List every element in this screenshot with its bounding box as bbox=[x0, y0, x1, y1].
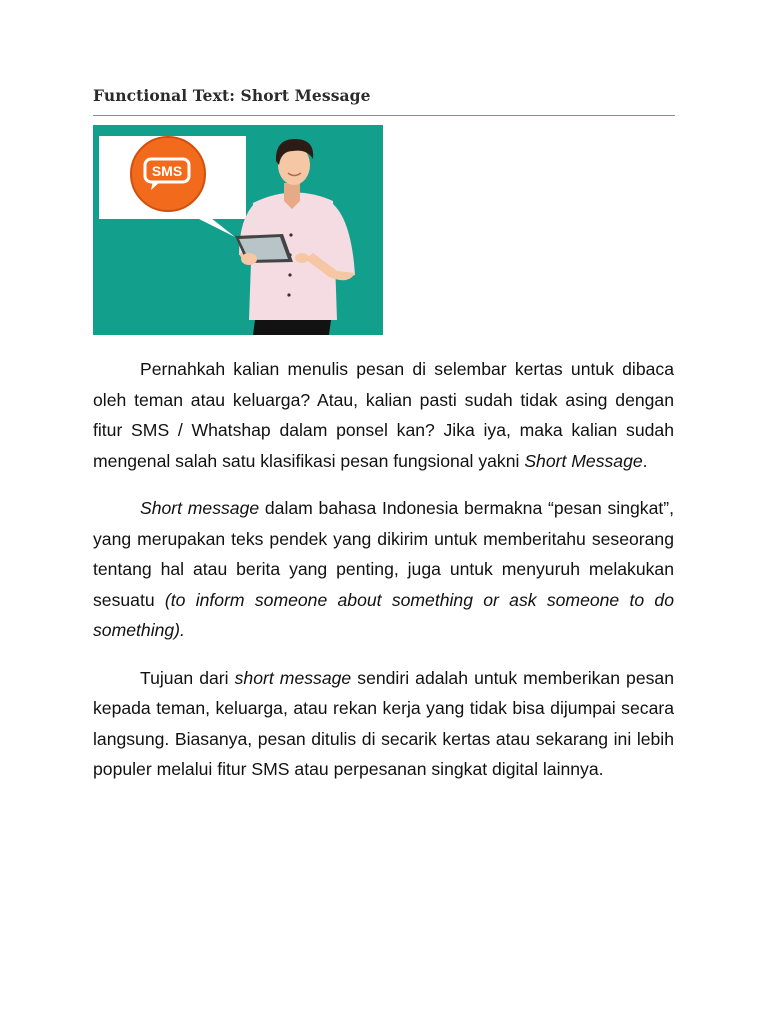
article-body bbox=[93, 354, 674, 802]
document-heading: Functional Text: Short Message bbox=[93, 86, 371, 105]
sms-label: SMS bbox=[151, 163, 183, 179]
paragraph-3 bbox=[93, 663, 674, 785]
heading-underline bbox=[93, 115, 675, 116]
emphasis-text: (to inform someone about something or ask someone to do something). bbox=[93, 589, 675, 640]
paragraph-text: dalam bahasa Indonesia bermakna “pesan singkat”, yang merupakan teks pendek yang dikirim untuk memberitahu seseorang tentang hal atau berita yang penting, juga untuk menyuruh melakukan sesuatu bbox=[93, 498, 674, 610]
paragraph-text: sendiri adalah untuk memberikan pesan kepada teman, keluarga, atau rekan kerja yang tidak bisa dijumpai secara langsung. Biasanya, pesan ditulis di secarik kertas atau sekarang ini lebih populer melalui fitur SMS atau perpesanan singkat digital lainnya. bbox=[93, 667, 674, 779]
sms-bubble-icon bbox=[131, 137, 205, 211]
emphasis-text: short message bbox=[234, 667, 352, 688]
paragraph-text: Tujuan dari bbox=[140, 667, 235, 688]
paragraph-text: . bbox=[642, 450, 648, 471]
paragraph-2 bbox=[93, 493, 674, 646]
sms-illustration bbox=[93, 125, 383, 335]
emphasis-text: Short Message bbox=[524, 450, 643, 471]
paragraph-1 bbox=[93, 354, 674, 476]
paragraph-text: Pernahkah kalian menulis pesan di selembar kertas untuk dibaca oleh teman atau keluarga? Atau, kalian pasti sudah tidak asing dengan fitur SMS / Whatshap dalam ponsel kan? Jika iya, maka kalian sudah mengenal salah satu klasifikasi pesan fungsional yakni bbox=[93, 359, 674, 471]
emphasis-text: Short message bbox=[140, 498, 260, 518]
